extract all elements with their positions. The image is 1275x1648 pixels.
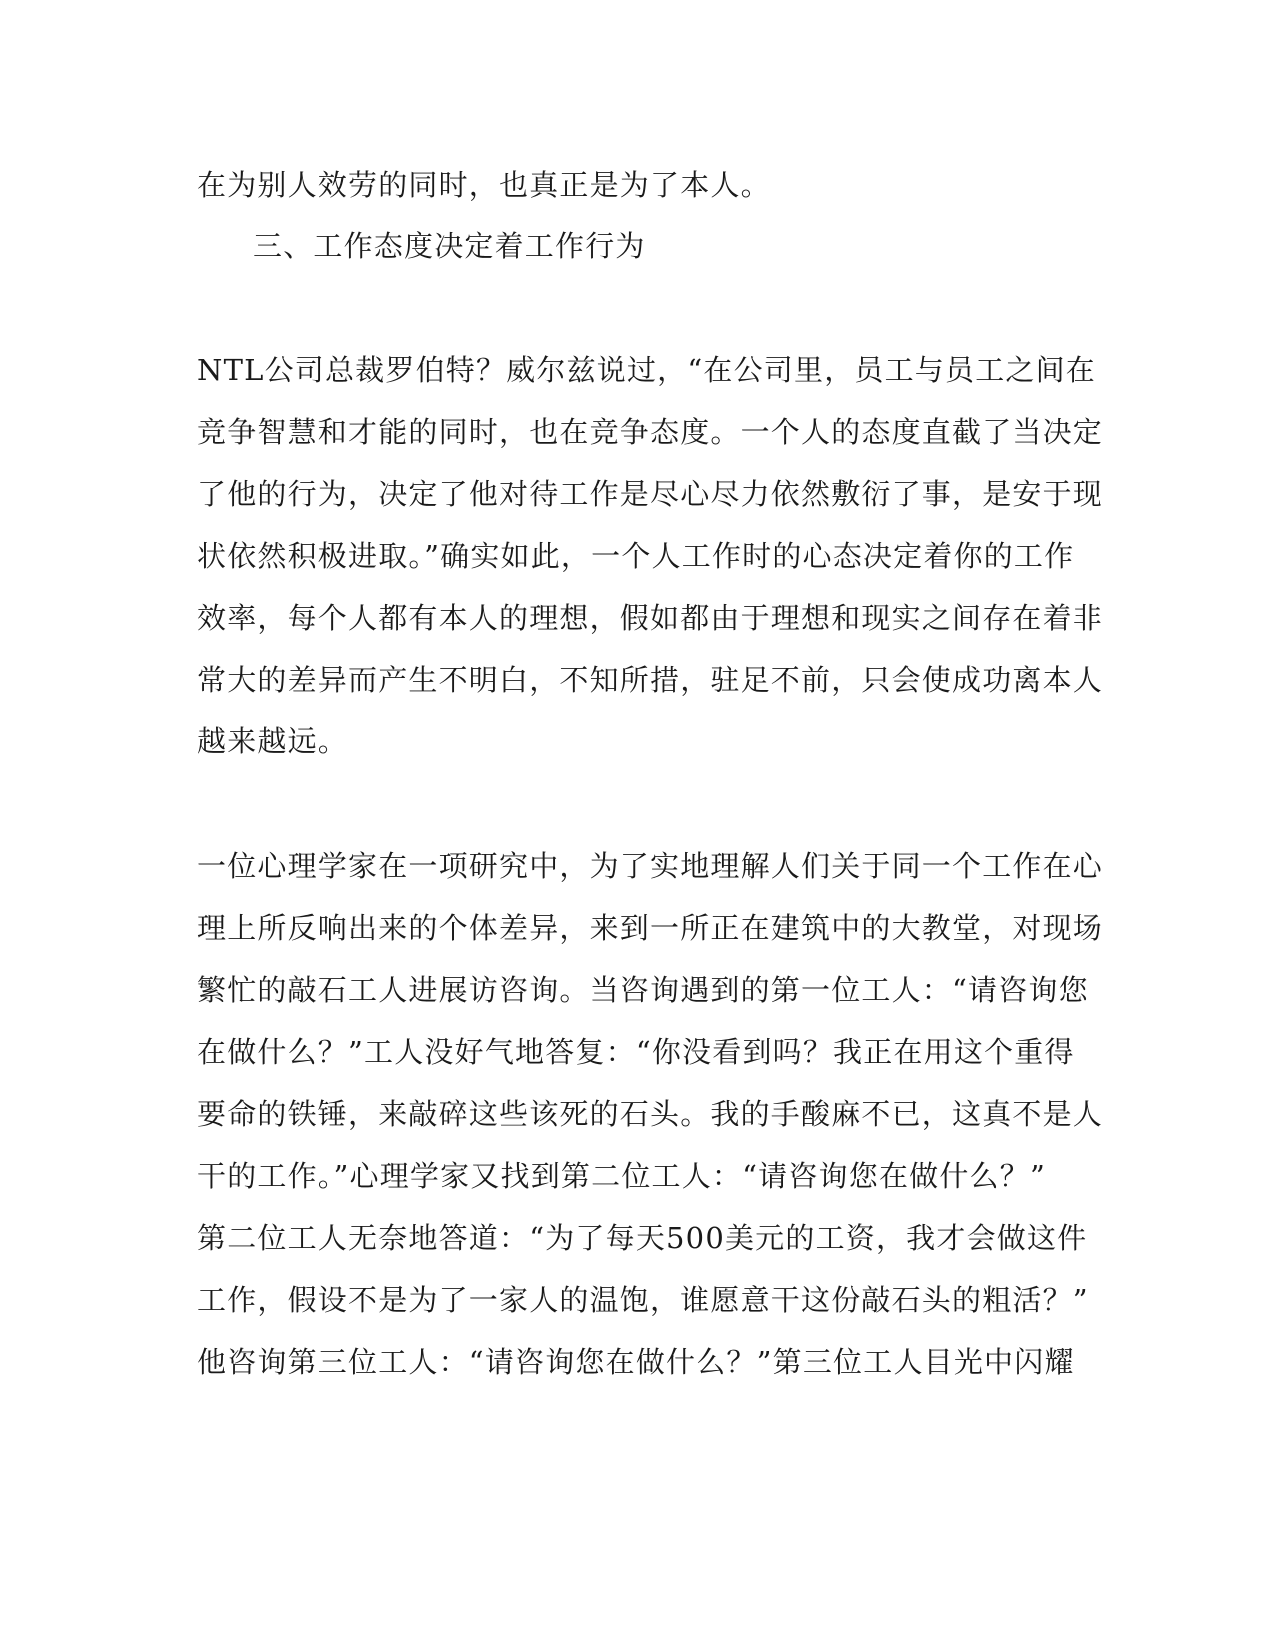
text-line: 在做什么？”工人没好气地答复：“你没看到吗？我正在用这个重得 (197, 1035, 1075, 1069)
text-line: 常大的差异而产生不明白，不知所措，驻足不前，只会使成功离本人 (197, 663, 1104, 697)
text-line: NTL公司总裁罗伯特？威尔兹说过，“在公司里，员工与员工之间在 (197, 353, 1097, 387)
text-line: 他咨询第三位工人：“请咨询您在做什么？”第三位工人目光中闪耀 (197, 1345, 1075, 1379)
text-line: 在为别人效劳的同时，也真正是为了本人。 (197, 168, 771, 202)
text-line: 工作，假设不是为了一家人的温饱，谁愿意干这份敲石头的粗活？” (197, 1283, 1089, 1317)
text-line: 一位心理学家在一项研究中，为了实地理解人们关于同一个工作在心 (197, 849, 1104, 883)
text-line: 理上所反响出来的个体差异，来到一所正在建筑中的大教堂，对现场 (197, 911, 1104, 945)
text-line: 了他的行为，决定了他对待工作是尽心尽力依然敷衍了事，是安于现 (197, 477, 1104, 511)
text-line: 第二位工人无奈地答道：“为了每天500美元的工资，我才会做这件 (197, 1221, 1088, 1255)
section-heading: 三、工作态度决定着工作行为 (253, 229, 646, 263)
text-line: 繁忙的敲石工人进展访咨询。当咨询遇到的第一位工人：“请咨询您 (197, 973, 1089, 1007)
text-line: 干的工作。”心理学家又找到第二位工人：“请咨询您在做什么？” (197, 1159, 1046, 1193)
text-line: 状依然积极进取。”确实如此，一个人工作时的心态决定着你的工作 (197, 539, 1075, 573)
text-line: 要命的铁锤，来敲碎这些该死的石头。我的手酸麻不已，这真不是人 (197, 1097, 1104, 1131)
text-line: 越来越远。 (197, 724, 349, 758)
text-line: 竞争智慧和才能的同时，也在竞争态度。一个人的态度直截了当决定 (197, 415, 1104, 449)
text-line: 效率，每个人都有本人的理想，假如都由于理想和现实之间存在着非 (197, 601, 1104, 635)
